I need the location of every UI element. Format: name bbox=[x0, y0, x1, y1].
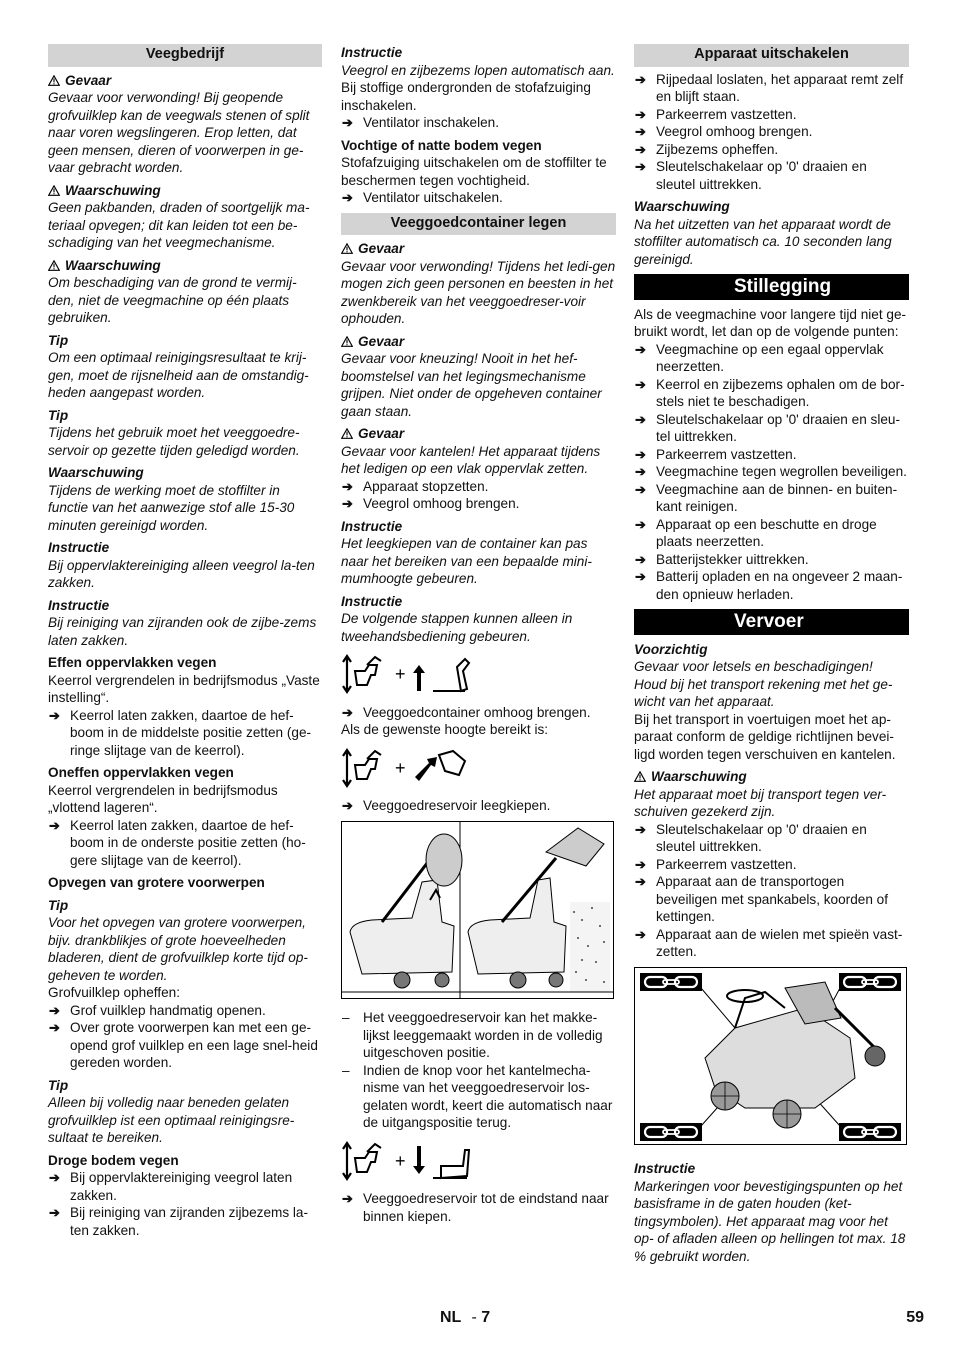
step-item: ➔ Bij oppervlaktereiniging veegrol laten zakken. bbox=[48, 1169, 322, 1204]
instructie-heading: Instructie bbox=[48, 597, 110, 613]
transport-tiedown-illustration bbox=[634, 967, 907, 1145]
step-item: ➔ Batterijstekker uittrekken. bbox=[634, 551, 909, 569]
svg-text:+: + bbox=[395, 1150, 406, 1171]
section-heading-stillegging: Stillegging bbox=[634, 274, 909, 300]
step-item: ➔ Keerrol laten zakken, daartoe de hef-boom in de onderste positie zetten (ho-gere slijtage van de keerrol). bbox=[48, 817, 322, 870]
section-heading-vervoer: Vervoer bbox=[634, 609, 909, 635]
tip-heading: Tip bbox=[48, 1077, 69, 1093]
paragraph: Keerrol vergrendelen in bedrijfsmodus „Vaste instelling“. bbox=[48, 672, 320, 705]
svg-text:+: + bbox=[395, 664, 406, 684]
waarschuwing-text: Tijdens de werking moet de stoffilter in functie van het aanwezige stof alle 15-30 minuten gereinigd worden. bbox=[48, 482, 295, 533]
step-item: ➔ Batterij opladen en na ongeveer 2 maan-den opnieuw herladen. bbox=[634, 568, 909, 603]
voorzichtig-heading: Voorzichtig bbox=[634, 641, 708, 657]
note-item: – Het veeggoedreservoir kan het makke-lijkst leeggemaakt worden in de volledig uitgeschoven positie. bbox=[341, 1009, 616, 1062]
instructie-text: Bij oppervlaktereiniging alleen veegrol la-ten zakken. bbox=[48, 557, 315, 590]
instructie-heading: Instructie bbox=[341, 45, 403, 60]
gevaar-heading: Gevaar bbox=[358, 241, 405, 256]
waarschuwing-text: Na het uitzetten van het apparaat wordt de stoffilter automatisch ca. 10 seconden lang gereinigd. bbox=[634, 216, 892, 267]
subheading-oneffen: Oneffen oppervlakken vegen bbox=[48, 765, 234, 780]
chain-icon bbox=[839, 1123, 901, 1141]
warning-triangle-icon bbox=[48, 185, 60, 196]
waarschuwing-heading: Waarschuwing bbox=[651, 769, 747, 784]
gevaar-text: Gevaar voor kneuzing! Nooit in het hef-boomstelsel van het legingsmechanisme grijpen. Niet onder de opgeheven container gaan staan. bbox=[341, 351, 602, 419]
step-item: ➔ Keerrol laten zakken, daartoe de hef-boom in de middelste positie zetten (ge-ringe slijtage van de keerrol). bbox=[48, 707, 322, 760]
step-item: ➔ Grof vuilklep handmatig openen. bbox=[48, 1002, 322, 1020]
warning-triangle-icon bbox=[341, 243, 353, 254]
step-item: ➔ Ventilator inschakelen. bbox=[341, 114, 616, 132]
subheading-vochtig: Vochtige of natte bodem vegen bbox=[341, 137, 542, 153]
section-heading-container: Veeggoedcontainer legen bbox=[341, 213, 616, 236]
step-item: ➔ Veeggoedreservoir tot de eindstand naar binnen kiepen. bbox=[341, 1190, 616, 1225]
tip-heading: Tip bbox=[48, 897, 69, 913]
waarschuwing-text: Geen pakbanden, draden of soortgelijk ma-teriaal opvegen; dit kan leiden tot een be-schadiging van het veegmechanisme. bbox=[48, 200, 310, 250]
gevaar-heading: Gevaar bbox=[358, 333, 405, 349]
warning-triangle-icon bbox=[48, 75, 60, 86]
section-heading-veegbedrijf: Veegbedrijf bbox=[48, 44, 322, 67]
waarschuwing-heading: Waarschuwing bbox=[48, 465, 144, 480]
instructie-text: Het leegkiepen van de container kan pas naar het bereiken van een bepaalde mini-mumhoogte gebeuren. bbox=[341, 536, 592, 586]
footer-lang: NL bbox=[440, 1309, 462, 1326]
step-item: ➔ Veegmachine aan de binnen- en buiten-kant reinigen. bbox=[634, 481, 909, 516]
page-number: 59 bbox=[906, 1309, 924, 1326]
gevaar-text: Gevaar voor kantelen! Het apparaat tijdens het ledigen op een vlak oppervlak zetten. bbox=[341, 443, 601, 476]
warning-triangle-icon bbox=[341, 336, 353, 347]
svg-text:+: + bbox=[395, 757, 406, 778]
instructie-heading: Instructie bbox=[48, 540, 110, 555]
waarschuwing-heading: Waarschuwing bbox=[65, 257, 161, 273]
gevaar-text: Gevaar voor verwonding! Tijdens het ledi-gen mogen zich geen personen en beesten in het zwenkbereik van het veeggoedreser-voir ophouden. bbox=[341, 258, 616, 326]
step-item: ➔ Apparaat aan de wielen met spieën vast-zetten. bbox=[634, 926, 909, 961]
step-item: ➔ Apparaat stopzetten. bbox=[341, 478, 616, 496]
column-3 bbox=[634, 44, 909, 1265]
tip-heading: Tip bbox=[48, 407, 69, 423]
instructie-heading: Instructie bbox=[341, 593, 403, 609]
voorzichtig-text: Gevaar voor letsels en beschadigingen! Houd bij het transport rekening met het ge-wicht van het apparaat. bbox=[634, 659, 893, 709]
column-2 bbox=[341, 44, 616, 1225]
step-item: ➔ Zijbezems opheffen. bbox=[634, 141, 909, 159]
step-item: ➔ Parkeerrem vastzetten. bbox=[634, 106, 909, 124]
warning-triangle-icon bbox=[48, 260, 60, 271]
step-item: ➔ Veegmachine op een egaal oppervlak neerzetten. bbox=[634, 341, 909, 376]
subheading-effen: Effen oppervlakken vegen bbox=[48, 655, 217, 670]
gevaar-heading: Gevaar bbox=[65, 72, 112, 88]
waarschuwing-text: Om beschadiging van de grond te vermij-den, niet de veegmachine op één plaats gebruiken. bbox=[48, 275, 297, 325]
footer-sep: - bbox=[471, 1309, 477, 1326]
tip-text: Alleen bij volledig naar beneden gelaten grofvuilklep ist een optimaal reinigingsre-sultaat te bereiken. bbox=[48, 1095, 295, 1145]
tip-text: Voor het opvegen van grotere voorwerpen, bijv. drankblikjes of grote hoeveelheden bladeren, dient de grofvuilklep korte tijd op-geheven te worden. bbox=[48, 915, 308, 983]
gevaar-heading: Gevaar bbox=[358, 426, 405, 441]
tip-text: Tijdens het gebruik moet het veeggoedre-servoir op gezette tijden geledigd worden. bbox=[48, 425, 300, 458]
paragraph: Als de veegmachine voor langere tijd niet ge-bruikt wordt, let dan op de volgende punten: bbox=[634, 306, 907, 339]
tip-container-control-icon bbox=[341, 747, 481, 789]
warning-triangle-icon bbox=[341, 428, 353, 439]
container-emptying-illustration bbox=[341, 821, 614, 999]
warning-triangle-icon bbox=[634, 771, 646, 782]
step-item: ➔ Over grote voorwerpen kan met een ge-opend grof vuilklep en een lage snel-heid gereden worden. bbox=[48, 1019, 322, 1072]
step-item: ➔ Parkeerrem vastzetten. bbox=[634, 446, 909, 464]
subheading-droge: Droge bodem vegen bbox=[48, 1152, 179, 1168]
chain-icon bbox=[839, 973, 901, 991]
paragraph: Keerrol vergrendelen in bedrijfsmodus „vlottend lageren“. bbox=[48, 782, 278, 815]
step-item: ➔ Ventilator uitschakelen. bbox=[341, 189, 616, 207]
chain-icon bbox=[640, 973, 702, 991]
note-item: – Indien de knop voor het kantelmecha-nisme van het veeggoedreservoir los-gelaten wordt, keert die automatisch naar de uitgangspositie terug. bbox=[341, 1062, 616, 1132]
step-item: ➔ Apparaat op een beschutte en droge plaats neerzetten. bbox=[634, 516, 909, 551]
instructie-text: Veegrol en zijbezems lopen automatisch aan. bbox=[341, 62, 615, 78]
step-item: ➔ Sleutelschakelaar op '0' draaien en sleutel uittrekken. bbox=[634, 158, 909, 193]
step-item: ➔ Parkeerrem vastzetten. bbox=[634, 856, 909, 874]
instructie-text: Bij reiniging van zijranden ook de zijbe-zems laten zakken. bbox=[48, 615, 317, 648]
tip-text: Om een optimaal reinigingsresultaat te krij-gen, moet de rijsnelheid aan de omstandig-heden aangepast worden. bbox=[48, 350, 309, 400]
column-1 bbox=[48, 44, 322, 1239]
step-item: ➔ Rijpedaal loslaten, het apparaat remt zelf en blijft staan. bbox=[634, 71, 909, 106]
instructie-heading: Instructie bbox=[634, 1161, 696, 1176]
instructie-text: De volgende stappen kunnen alleen in tweehandsbediening gebeuren. bbox=[341, 611, 573, 644]
step-item: ➔ Veegrol omhoog brengen. bbox=[341, 495, 616, 513]
step-item: ➔ Bij reiniging van zijranden zijbezems la-ten zakken. bbox=[48, 1204, 322, 1239]
step-item: ➔ Veeggoedreservoir leegkiepen. bbox=[341, 797, 616, 815]
chain-icon bbox=[640, 1123, 702, 1141]
paragraph: Grofvuilklep opheffen: bbox=[48, 985, 180, 1000]
waarschuwing-heading: Waarschuwing bbox=[65, 182, 161, 198]
instructie-text: Markeringen voor bevestigingspunten op het basisframe in de gaten houden (ket-tingsymbolen). Het apparaat mag voor het op- of afladen alleen op hellingen tot max. 18 % gebruikt worden. bbox=[634, 1178, 906, 1264]
paragraph: Stofafzuiging uitschakelen om de stoffilter te beschermen tegen vochtigheid. bbox=[341, 155, 607, 188]
instructie-heading: Instructie bbox=[341, 518, 403, 534]
step-item: ➔ Sleutelschakelaar op '0' draaien en sleu-tel uittrekken. bbox=[634, 411, 909, 446]
waarschuwing-text: Het apparaat moet bij transport tegen ver-schuiven gezekerd zijn. bbox=[634, 786, 887, 819]
subheading-grotere: Opvegen van grotere voorwerpen bbox=[48, 875, 265, 890]
paragraph: Bij stoffige ondergronden de stofafzuiging inschakelen. bbox=[341, 80, 591, 113]
step-item: ➔ Keerrol en zijbezems ophalen om de bor-stels niet te beschadigen. bbox=[634, 376, 909, 411]
paragraph: Als de gewenste hoogte bereikt is: bbox=[341, 722, 549, 737]
waarschuwing-heading: Waarschuwing bbox=[634, 199, 730, 214]
tip-heading: Tip bbox=[48, 332, 69, 348]
gevaar-text: Gevaar voor verwonding! Bij geopende grofvuilklep kan de veegwals stenen of split naar voren wegslingeren. Erop letten, dat geen mensen, dieren of voorwerpen in ge-vaar gebracht worden. bbox=[48, 90, 310, 175]
step-item: ➔ Apparaat aan de transportogen beveiligen met spankabels, koorden of kettingen. bbox=[634, 873, 909, 926]
step-item: ➔ Veegmachine tegen wegrollen beveiligen. bbox=[634, 463, 909, 481]
lift-container-control-icon bbox=[341, 653, 481, 695]
paragraph: Bij het transport in voertuigen moet het ap-paraat conform de geldige richtlijnen bevei-ligd worden tegen verschuiven en kantelen. bbox=[634, 711, 896, 762]
step-item: ➔ Veegrol omhoog brengen. bbox=[634, 123, 909, 141]
section-heading-uitschakelen: Apparaat uitschakelen bbox=[634, 44, 909, 67]
lower-container-control-icon bbox=[341, 1140, 481, 1182]
step-item: ➔ Veeggoedcontainer omhoog brengen. bbox=[341, 704, 616, 722]
step-item: ➔ Sleutelschakelaar op '0' draaien en sleutel uittrekken. bbox=[634, 821, 909, 856]
footer-language bbox=[440, 1309, 490, 1327]
footer-num: 7 bbox=[481, 1309, 491, 1326]
